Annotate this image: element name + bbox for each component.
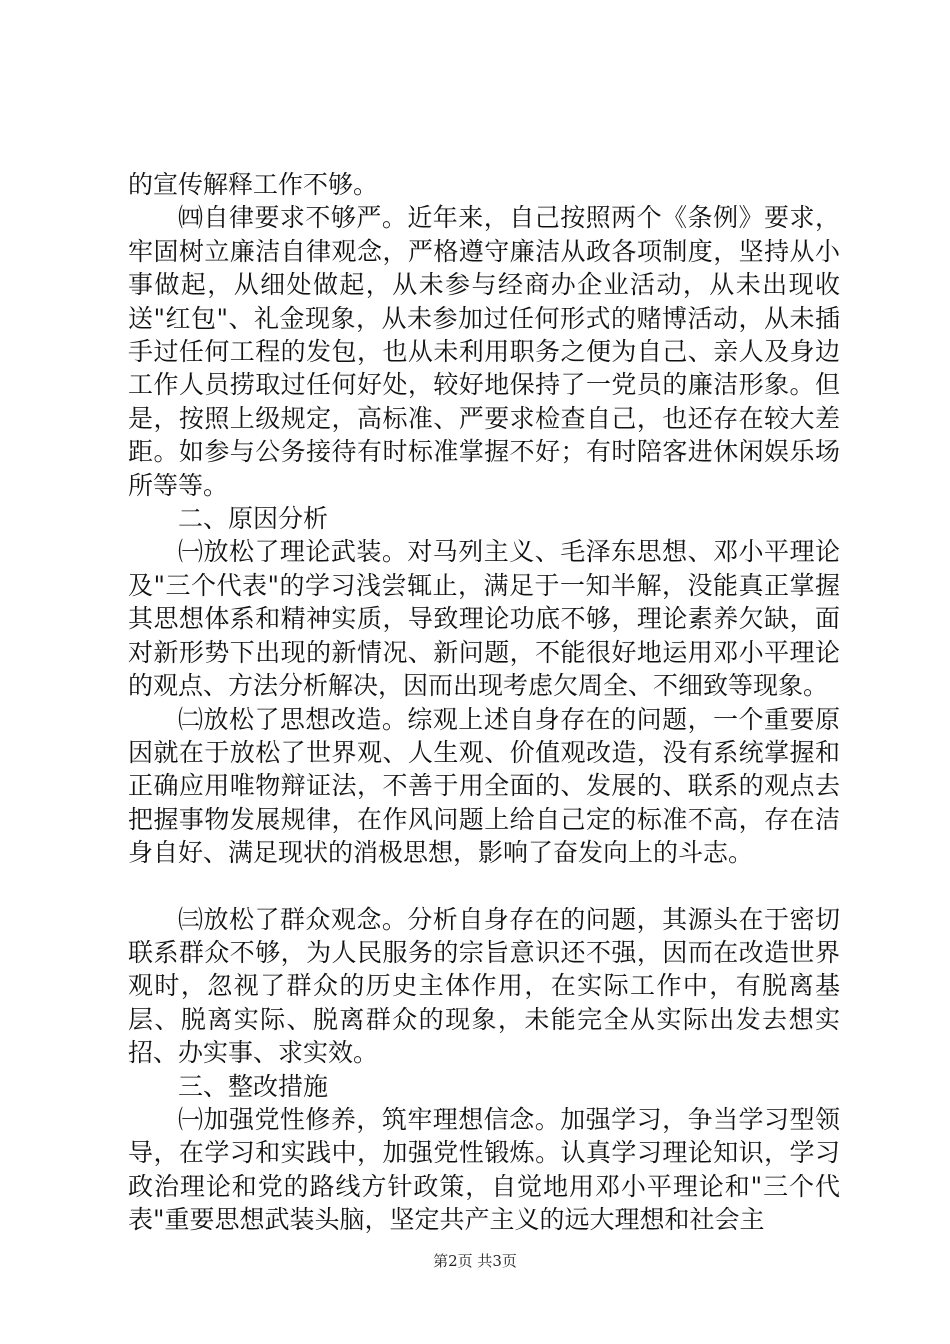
document-page bbox=[128, 168, 840, 1237]
paragraph-theory: ㈠放松了理论武装。对马列主义、毛泽东思想、邓小平理论及"三个代表"的学习浅尝辄止，满足于一知半解，没能真正掌握其思想体系和精神实质，导致理论功底不够，理论素养欠缺，面对新形势下出现的新情况、新问题，不能很好地运用邓小平理论的观点、方法分析解决，因而出现考虑欠周全、不细致等现象。 bbox=[128, 537, 840, 701]
page-number-footer: 第2页 共3页 bbox=[433, 1252, 517, 1270]
paragraph-continuation: 的宣传解释工作不够。 bbox=[128, 170, 379, 199]
section-heading-rectification: 三、整改措施 bbox=[178, 1071, 329, 1101]
paragraph-thought-reform: ㈡放松了思想改造。综观上述自身存在的问题，一个重要原因就在于放松了世界观、人生观、价值观改造，没有系统掌握和正确应用唯物辩证法，不善于用全面的、发展的、联系的观点去把握事物发展规律，在作风问题上给自己定的标准不高，存在洁身自好、满足现状的消极思想，影响了奋发向上的斗志。 bbox=[128, 704, 840, 868]
paragraph-self-discipline: ㈣自律要求不够严。近年来，自己按照两个《条例》要求，牢固树立廉洁自律观念，严格遵守廉洁从政各项制度，坚持从小事做起，从细处做起，从未参与经商办企业活动，从未出现收送"红包"、礼金现象，从未参加过任何形式的赌博活动，从未插手过任何工程的发包，也从未利用职务之便为自己、亲人及身边工作人员捞取过任何好处，较好地保持了一党员的廉洁形象。但是，按照上级规定，高标准、严要求检查自己，也还存在较大差距。如参与公务接待有时标准掌握不好；有时陪客进休闲娱乐场所等等。 bbox=[128, 203, 840, 500]
paragraph-mass-view: ㈢放松了群众观念。分析自身存在的问题，其源头在于密切联系群众不够，为人民服务的宗旨意识还不强，因而在改造世界观时，忽视了群众的历史主体作用，在实际工作中，有脱离基层、脱离实际、脱离群众的现象，未能完全从实际出发去想实招、办实事、求实效。 bbox=[128, 904, 840, 1068]
paragraph-gap bbox=[128, 870, 840, 903]
section-heading-cause-analysis: 二、原因分析 bbox=[178, 504, 329, 534]
paragraph-party-spirit: ㈠加强党性修养，筑牢理想信念。加强学习，争当学习型领导，在学习和实践中，加强党性锻炼。认真学习理论知识，学习政治理论和党的路线方针政策，自觉地用邓小平理论和"三个代表"重要思想武装头脑，坚定共产主义的远大理想和社会主 bbox=[128, 1104, 840, 1235]
